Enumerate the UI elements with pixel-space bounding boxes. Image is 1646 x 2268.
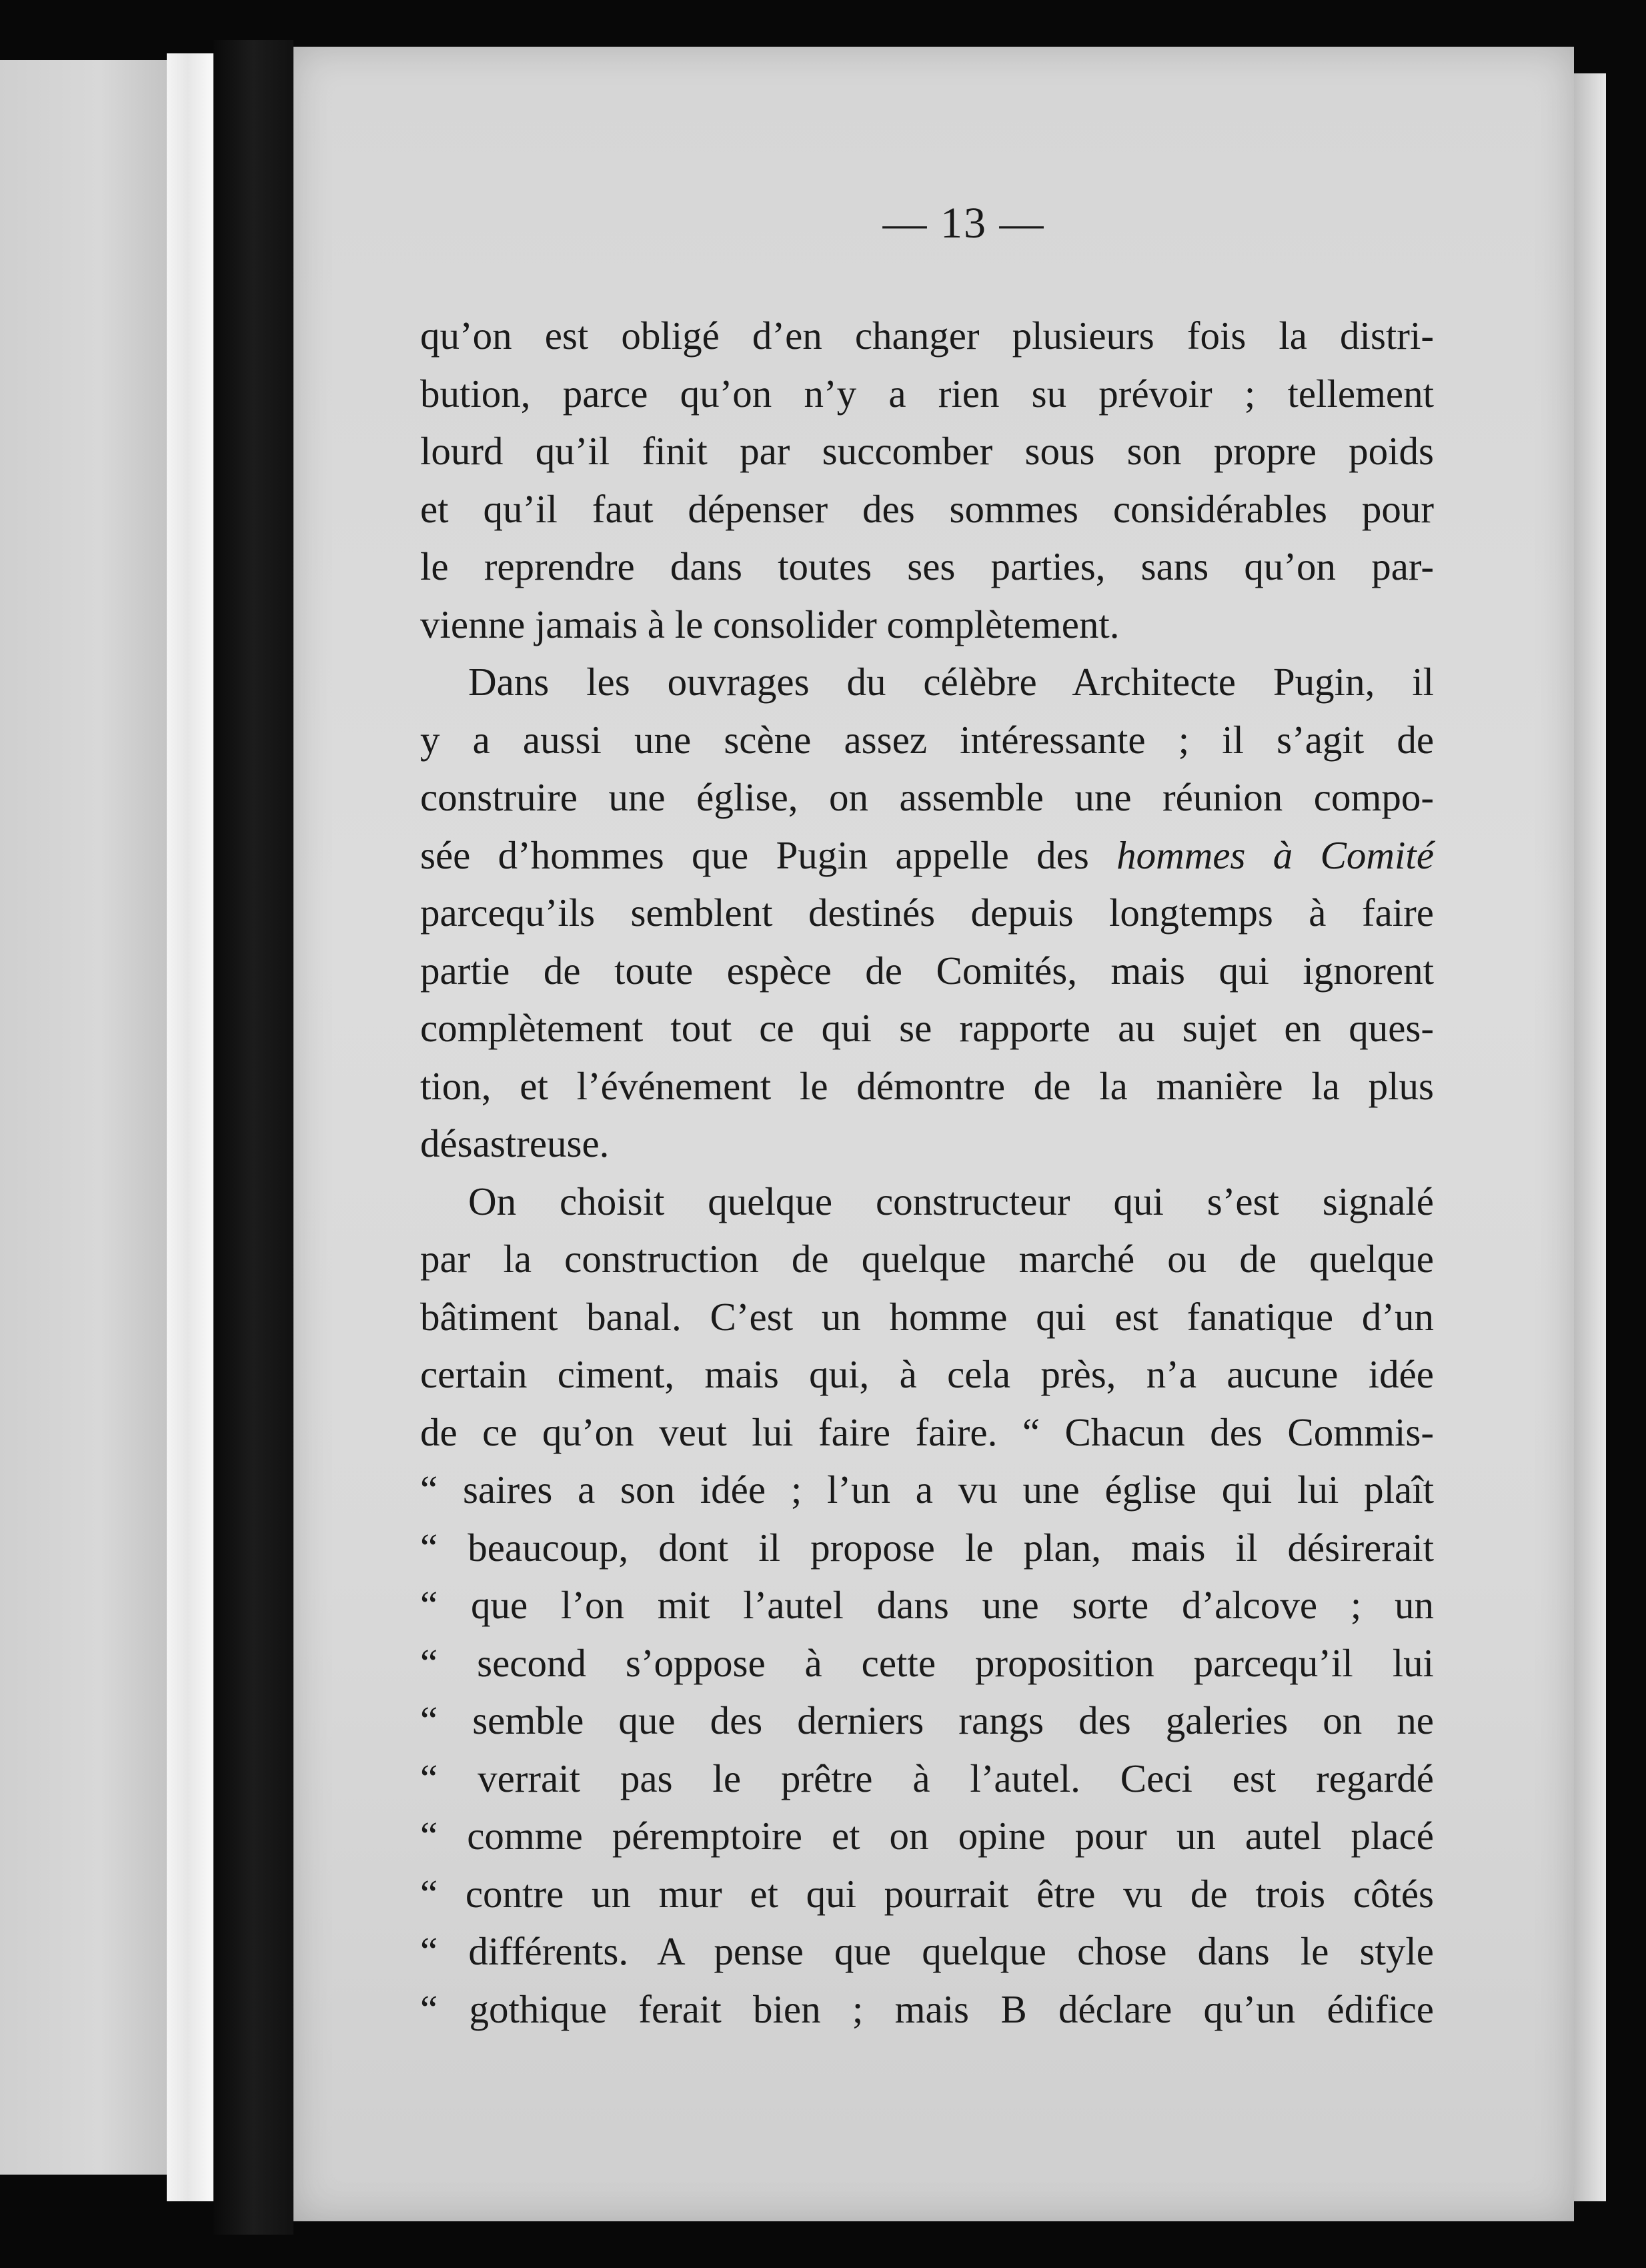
quoted-line: “ que l’on mit l’autel dans une sorte d’alcove ; un: [420, 1583, 1434, 1627]
text-line: complètement tout ce qui se rapporte au sujet en ques-: [420, 1006, 1434, 1050]
text-line: lourd qu’il finit par succomber sous son propre poids: [420, 429, 1434, 473]
book-gutter: [213, 40, 293, 2235]
text-line: tion, et l’événement le démontre de la manière la plus: [420, 1063, 1434, 1108]
text-line-with-italic: [420, 826, 1434, 885]
text-line: y a aussi une scène assez intéressante ; il s’agit de: [420, 717, 1434, 762]
text-line: le reprendre dans toutes ses parties, sans qu’on par-: [420, 544, 1434, 588]
text-segment: sée d’hommes que Pugin appelle des: [420, 832, 1089, 877]
book-page: [293, 47, 1574, 2221]
paragraph-1: [420, 307, 1434, 653]
paragraph-3: [420, 1173, 1434, 2039]
text-line: désastreuse.: [420, 1121, 610, 1165]
italic-phrase: hommes à Comité: [1116, 832, 1435, 877]
page-text: [420, 193, 1434, 2038]
text-line: bâtiment banal. C’est un homme qui est fanatique d’un: [420, 1294, 1434, 1339]
facing-page-edge: [167, 53, 213, 2201]
quoted-line: “ gothique ferait bien ; mais B déclare qu’un édifice: [420, 1987, 1434, 2031]
text-line: Dans les ouvrages du célèbre Architecte Pugin, il: [468, 660, 1434, 704]
quoted-line: “ beaucoup, dont il propose le plan, mais il désirerait: [420, 1525, 1434, 1570]
text-line: qu’on est obligé d’en changer plusieurs fois la distri-: [420, 314, 1434, 358]
text-line: parcequ’ils semblent destinés depuis longtemps à faire: [420, 891, 1434, 935]
paragraph-2: [420, 653, 1434, 1173]
text-line: On choisit quelque constructeur qui s’est signalé: [468, 1179, 1434, 1223]
text-line: de ce qu’on veut lui faire faire. “ Chacun des Commis-: [420, 1409, 1434, 1454]
text-line: par la construction de quelque marché ou de quelque: [420, 1237, 1434, 1281]
text-line: bution, parce qu’on n’y a rien su prévoir ; tellement: [420, 371, 1434, 416]
text-line: vienne jamais à le consolider complètement.: [420, 602, 1120, 646]
quoted-line: “ semble que des derniers rangs des galeries on ne: [420, 1698, 1434, 1742]
quoted-line: “ verrait pas le prêtre à l’autel. Ceci est regardé: [420, 1756, 1434, 1800]
text-line: construire une église, on assemble une réunion compo-: [420, 775, 1434, 819]
facing-page-strip: [0, 60, 167, 2175]
quoted-line: “ saires a son idée ; l’un a vu une église qui lui plaît: [420, 1468, 1434, 1512]
quoted-line: “ comme péremptoire et on opine pour un autel placé: [420, 1814, 1434, 1858]
page-right-edge: [1574, 73, 1606, 2201]
quoted-line: “ second s’oppose à cette proposition parcequ’il lui: [420, 1640, 1434, 1685]
text-line: et qu’il faut dépenser des sommes considérables pour: [420, 486, 1434, 531]
text-line: certain ciment, mais qui, à cela près, n’a aucune idée: [420, 1352, 1434, 1396]
page-number: — 13 —: [882, 199, 1045, 247]
quoted-line: “ contre un mur et qui pourrait être vu de trois côtés: [420, 1871, 1434, 1916]
text-line: partie de toute espèce de Comités, mais qui ignorent: [420, 948, 1434, 993]
quoted-line: “ différents. A pense que quelque chose dans le style: [420, 1929, 1434, 1973]
